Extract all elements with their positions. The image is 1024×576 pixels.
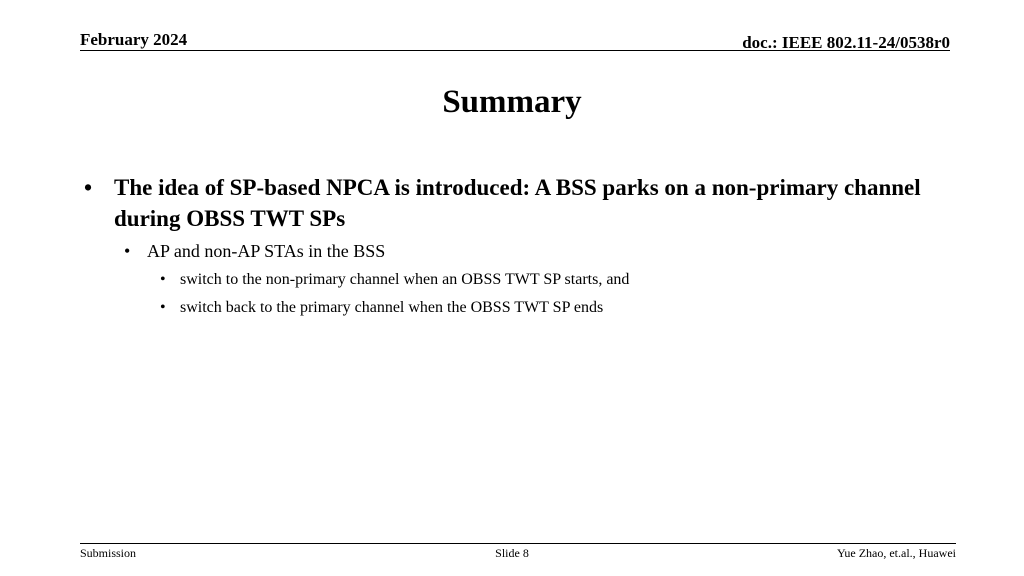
bullet-level3	[150, 267, 944, 292]
footer-slide-number: Slide 8	[495, 546, 529, 560]
header-date: February 2024	[80, 30, 188, 49]
bullet-marker: •	[124, 241, 131, 261]
bullet-marker: •	[160, 271, 166, 288]
slide-title: Summary	[442, 84, 582, 120]
bullet-level3	[150, 295, 944, 320]
bullet-level2	[114, 238, 944, 264]
bullet-level2-text: AP and non-AP STAs in the BSS	[147, 241, 386, 261]
footer-submission: Submission	[80, 546, 137, 560]
footer-divider	[80, 543, 956, 544]
bullet-level1-text: The idea of SP-based NPCA is introduced: A BSS parks on a non-primary channel during OBSS TWT SPs	[114, 175, 921, 231]
slide-content	[84, 172, 944, 320]
bullet-level1	[84, 172, 944, 234]
bullet-marker: •	[84, 175, 93, 200]
bullet-level3-text: switch to the non-primary channel when an OBSS TWT SP starts, and	[180, 271, 630, 288]
header-divider	[80, 50, 950, 51]
bullet-marker: •	[160, 299, 166, 316]
header-doc-id: doc.: IEEE 802.11-24/0538r0	[742, 33, 950, 52]
bullet-level3-text: switch back to the primary channel when the OBSS TWT SP ends	[180, 299, 604, 316]
footer-authors: Yue Zhao, et.al., Huawei	[837, 546, 956, 560]
